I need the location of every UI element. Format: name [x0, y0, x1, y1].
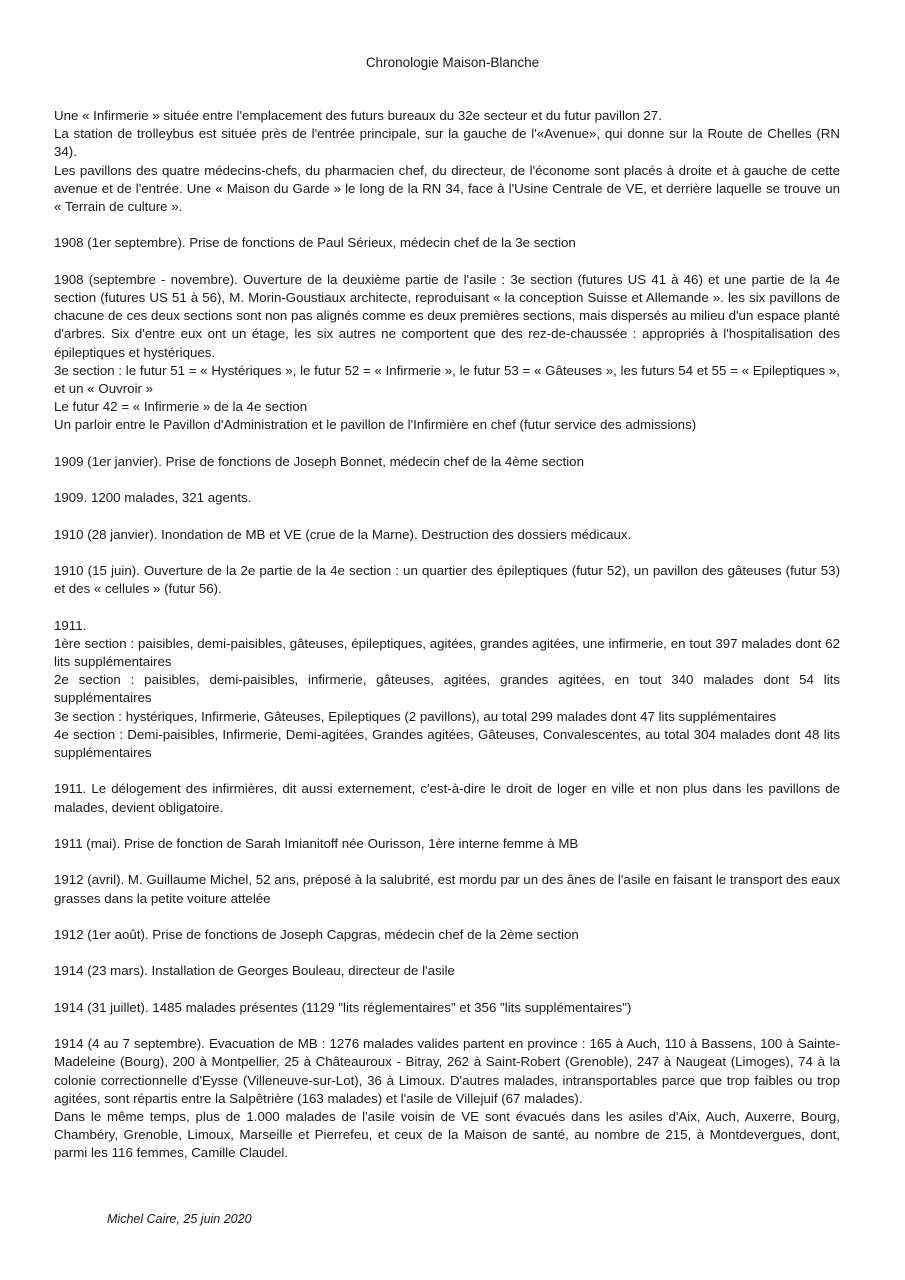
footer-signature: Michel Caire, 25 juin 2020 [107, 1212, 252, 1226]
text-line: Une « Infirmerie » située entre l'emplacement des futurs bureaux du 32e secteur et du futur pavillon 27. [54, 108, 662, 123]
text-line: 1911. [54, 617, 87, 633]
paragraph [54, 871, 840, 907]
text-line: 1910 (15 juin). Ouverture de la 2e partie de la 4e section : un quartier des épileptiques (futur 52), un pavillon des gâteuses (futur 53) et des « cellules » (futur 56). [54, 562, 840, 597]
text-line: 1909 (1er janvier). Prise de fonctions de Joseph Bonnet, médecin chef de la 4ème section [54, 453, 584, 469]
text-line: 1908 (septembre - novembre). Ouverture de la deuxième partie de l'asile : 3e section (futures US 41 à 46) et une partie de la 4e section (futures US 51 à 56), M. Morin-Goustiaux architecte, reproduisant « la conception Suisse et Allemande ». les six pavillons de chacune de ces deux sections sont non pas alignés comme es deux premières sections, mais dispersés au milieu d'un espace planté d'arbres. Six d'entre eux ont un étage, les six autres ne comportent que des rez-de-chaussée : appropriés à l'hospitalisation des épileptiques et hystériques. [54, 271, 840, 360]
text-line: 1912 (1er août). Prise de fonctions de Joseph Capgras, médecin chef de la 2ème section [54, 926, 579, 942]
text-line: 1910 (28 janvier). Inondation de MB et VE (crue de la Marne). Destruction des dossiers médicaux. [54, 526, 632, 542]
paragraph [54, 489, 840, 507]
paragraph [54, 780, 840, 816]
text-line: 1ère section : paisibles, demi-paisibles, gâteuses, épileptiques, agitées, grandes agitées, une infirmerie, en tout 397 malades dont 62 lits supplémentaires [54, 635, 840, 669]
paragraph [54, 835, 840, 853]
text-line: La station de trolleybus est située près de l'entrée principale, sur la gauche de l'«Avenue», qui donne sur la Route de Chelles (RN 34). [54, 126, 840, 160]
text-line: 3e section : le futur 51 = « Hystériques », le futur 52 = « Infirmerie », le futur 53 = « Gâteuses », les futurs 54 et 55 = « Epileptiques », et un « Ouvroir » [54, 362, 840, 397]
text-line: 1912 (avril). M. Guillaume Michel, 52 ans, préposé à la salubrité, est mordu par un des ânes de l'asile en faisant le transport des eaux grasses dans la petite voiture attelée [54, 872, 840, 906]
paragraph [54, 999, 840, 1017]
paragraph [54, 453, 840, 471]
paragraph [54, 526, 840, 544]
paragraph [54, 962, 840, 980]
paragraph [54, 107, 840, 216]
text-line: 1914 (31 juillet). 1485 malades présentes (1129 "lits réglementaires" et 356 "lits supplémentaires") [54, 999, 632, 1015]
paragraph [54, 271, 840, 435]
text-line: Les pavillons des quatre médecins-chefs, du pharmacien chef, du directeur, de l'économe sont placés à droite et à gauche de cette avenue et de l'entrée. Une « Maison du Garde » le long de la RN 34, face à l'Usine Centrale de VE, et derrière laquelle se trouve un « Terrain de culture ». [54, 162, 840, 215]
text-line: Dans le même temps, plus de 1.000 malades de l'asile voisin de VE sont évacués dans les asiles d'Aix, Auch, Auxerre, Bourg, Chambéry, Grenoble, Limoux, Marseille et Pierrefeu, et ceux de la Maison de santé, au nombre de 215, à Montdevergues, dont, parmi les 116 femmes, Camille Claudel. [54, 1108, 840, 1161]
paragraph [54, 1035, 840, 1162]
text-line: 1914 (4 au 7 septembre). Evacuation de MB : 1276 malades valides partent en province : 165 à Auch, 110 à Bassens, 100 à Sainte-Madeleine (Bourg), 200 à Montpellier, 25 à Châteauroux - Bitray, 262 à Saint-Robert (Grenoble), 247 à Naugeat (Limoges), 74 à la colonie correctionnelle d'Eysse (Villeneuve-sur-Lot), 36 à Limoux. D'autres malades, intransportables parce que trop faibles ou trop agitées, sont répartis entre la Salpêtrière (163 malades) et l'asile de Villejuif (67 malades). [54, 1036, 840, 1106]
text-line: 1908 (1er septembre). Prise de fonctions de Paul Sérieux, médecin chef de la 3e section [54, 235, 576, 251]
text-line: 1914 (23 mars). Installation de Georges Bouleau, directeur de l'asile [54, 963, 455, 979]
text-line: Le futur 42 = « Infirmerie » de la 4e section [54, 399, 308, 415]
paragraph [54, 234, 840, 252]
text-line: Un parloir entre le Pavillon d'Administration et le pavillon de l'Infirmière en chef (futur service des admissions) [54, 417, 697, 433]
document-title: Chronologie Maison-Blanche [365, 55, 540, 70]
text-line: 1909. 1200 malades, 321 agents. [54, 490, 252, 506]
text-line: 1911 (mai). Prise de fonction de Sarah Imianitoff née Ourisson, 1ère interne femme à MB [54, 835, 579, 851]
text-line: 4e section : Demi-paisibles, Infirmerie, Demi-agitées, Grandes agitées, Gâteuses, Convalescentes, au total 304 malades dont 48 lits supplémentaires [54, 726, 840, 760]
paragraph [54, 926, 840, 944]
text-line: 1911. Le délogement des infirmières, dit aussi externement, c'est-à-dire le droit de loger en ville et non plus dans les pavillons de malades, devient obligatoire. [54, 781, 840, 815]
text-line: 2e section : paisibles, demi-paisibles, infirmerie, gâteuses, agitées, grandes agitées, en tout 340 malades dont 54 lits supplémentaires [54, 672, 840, 706]
paragraph [54, 617, 840, 763]
text-line: 3e section : hystériques, Infirmerie, Gâteuses, Epileptiques (2 pavillons), au total 299 malades dont 47 lits supplémentaires [54, 708, 777, 724]
document-body [54, 107, 840, 1181]
paragraph [54, 562, 840, 598]
